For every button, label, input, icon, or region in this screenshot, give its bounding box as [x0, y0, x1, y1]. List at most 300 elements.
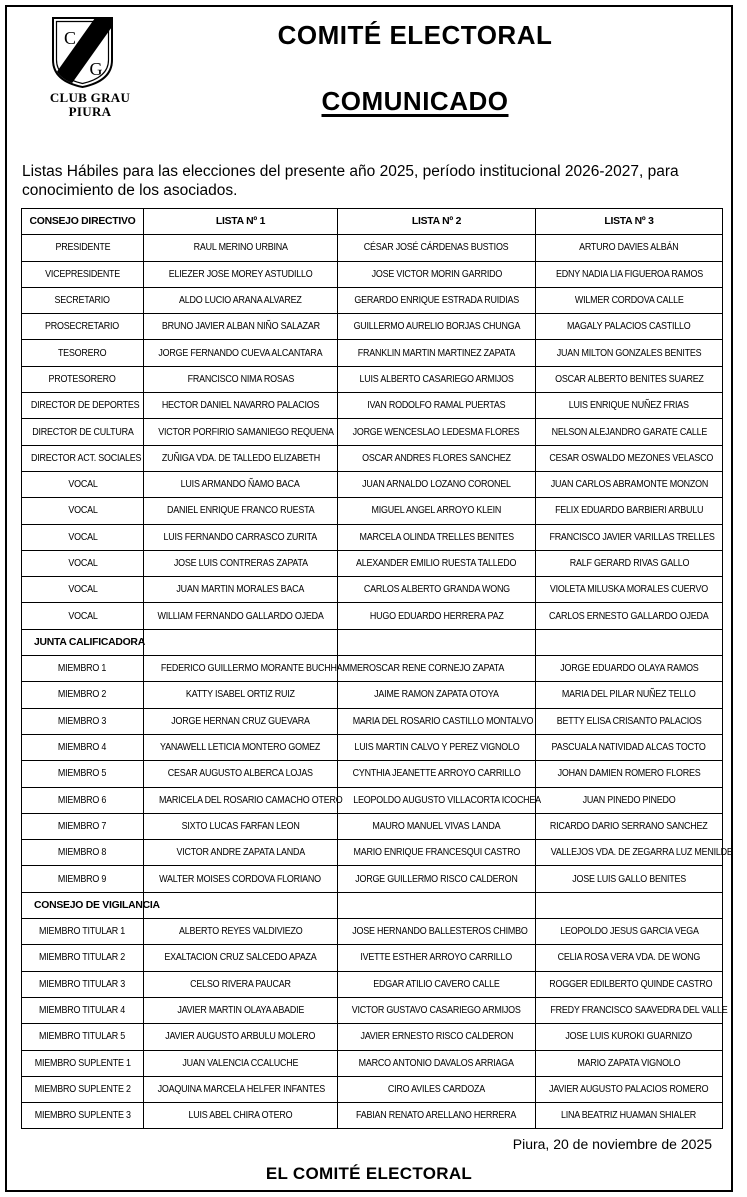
lista-3-cell — [536, 761, 723, 787]
lista-2-cell — [338, 471, 536, 497]
table-row — [22, 261, 723, 287]
role-cell-text: MIEMBRO SUPLENTE 2 — [34, 1083, 131, 1095]
table-header-row — [22, 209, 723, 235]
role-cell — [22, 787, 144, 813]
lista-1-cell-text: JORGE FERNANDO CUEVA ALCANTARA — [158, 347, 323, 359]
lista-1-cell-text: WALTER MOISES CORDOVA FLORIANO — [159, 873, 322, 885]
lista-1-cell — [144, 656, 369, 682]
lista-3-cell — [536, 261, 723, 287]
role-cell-text: PROTESORERO — [48, 373, 117, 385]
role-cell — [22, 314, 144, 340]
lista-3-cell — [536, 235, 723, 261]
lista-3-cell-text: VIOLETA MILUSKA MORALES CUERVO — [549, 584, 709, 596]
role-cell-text: VOCAL — [67, 531, 98, 543]
role-cell-text: MIEMBRO 4 — [58, 742, 107, 754]
empty-cell — [536, 629, 723, 655]
lista-2-cell — [338, 340, 536, 366]
lista-3-cell — [536, 971, 723, 997]
lista-2-cell — [338, 1076, 536, 1102]
lista-3-cell-text: LEOPOLDO JESUS GARCIA VEGA — [559, 926, 699, 938]
empty-cell — [144, 629, 338, 655]
lista-1-cell — [144, 603, 338, 629]
lista-2-cell-text: MARIA DEL ROSARIO CASTILLO MONTALVO — [352, 715, 534, 727]
lista-2-cell-text: ALEXANDER EMILIO RUESTA TALLEDO — [356, 558, 517, 569]
lista-2-cell-text: GERARDO ENRIQUE ESTRADA RUIDIAS — [354, 295, 519, 307]
empty-cell — [338, 629, 536, 655]
lista-3-cell-text: JUAN CARLOS ABRAMONTE MONZON — [550, 479, 708, 491]
role-cell — [22, 919, 144, 945]
lista-2-cell — [338, 866, 536, 892]
lista-3-cell — [536, 813, 723, 839]
lista-3-cell — [536, 393, 723, 419]
lista-2-cell — [338, 366, 536, 392]
lista-3-cell-text: BETTY ELISA CRISANTO PALACIOS — [556, 715, 702, 727]
table-row — [22, 997, 723, 1023]
lista-1-cell — [144, 393, 338, 419]
table-row — [22, 761, 723, 787]
lista-2-cell-text: IVETTE ESTHER ARROYO CARRILLO — [360, 952, 513, 964]
lista-1-cell-text: WILLIAM FERNANDO GALLARDO OJEDA — [157, 610, 324, 622]
role-cell — [22, 866, 144, 892]
empty-cell — [536, 892, 723, 918]
lista-3-cell — [536, 708, 723, 734]
lista-3-cell-text: MAGALY PALACIOS CASTILLO — [567, 321, 691, 333]
lista-1-cell — [144, 971, 338, 997]
role-cell — [22, 1103, 144, 1129]
table-row — [22, 1050, 723, 1076]
lista-2-cell-text: JUAN ARNALDO LOZANO CORONEL — [362, 479, 511, 491]
lista-3-cell — [536, 603, 723, 629]
lista-3-cell — [536, 997, 728, 1023]
lista-2-cell-text: JORGE GUILLERMO RISCO CALDERON — [355, 873, 518, 885]
lista-2-cell-text: JAIME RAMON ZAPATA OTOYA — [374, 689, 499, 701]
role-cell-text: DIRECTOR DE CULTURA — [31, 426, 134, 438]
table-row — [22, 419, 723, 445]
role-cell-text: SECRETARIO — [54, 295, 111, 307]
lista-1-cell-text: LUIS ABEL CHIRA OTERO — [188, 1110, 293, 1122]
role-cell — [22, 366, 144, 392]
lista-2-cell-text: JAVIER ERNESTO RISCO CALDERON — [360, 1031, 513, 1043]
lista-3-cell — [536, 1103, 723, 1129]
club-shield-icon — [51, 16, 114, 88]
section-row — [22, 892, 723, 918]
role-cell — [22, 393, 144, 419]
lista-3-cell-text: EDNY NADIA LIA FIGUEROA RAMOS — [555, 268, 703, 280]
lista-1-cell — [144, 445, 338, 471]
role-cell-text: MIEMBRO 9 — [58, 873, 107, 885]
lista-2-cell — [338, 1050, 536, 1076]
lista-3-cell-text: FELIX EDUARDO BARBIERI ARBULU — [554, 505, 704, 517]
page-title: COMITÉ ELECTORAL — [277, 20, 553, 50]
club-logo — [48, 14, 138, 130]
table-row — [22, 471, 723, 497]
lista-3-cell-text: CESAR OSWALDO MEZONES VELASCO — [549, 452, 714, 464]
lista-3-cell-text: VALLEJOS VDA. DE ZEGARRA LUZ MENILDE — [550, 847, 733, 859]
role-cell-text: TESORERO — [58, 347, 107, 359]
lista-1-cell-text: CESAR AUGUSTO ALBERCA LOJAS — [167, 768, 313, 780]
lista-1-cell-text: SIXTO LUCAS FARFAN LEON — [181, 820, 300, 832]
lista-2-cell — [338, 524, 536, 550]
role-cell-text: MIEMBRO TITULAR 4 — [39, 1005, 126, 1017]
role-cell-text: MIEMBRO 8 — [58, 847, 107, 859]
lista-1-cell-text: JUAN VALENCIA CCALUCHE — [182, 1057, 299, 1069]
table-row — [22, 813, 723, 839]
table-row — [22, 577, 723, 603]
role-cell — [22, 813, 144, 839]
lista-1-cell-text: VICTOR PORFIRIO SAMANIEGO REQUENA — [158, 426, 334, 438]
lista-3-cell — [536, 1024, 723, 1050]
role-cell-text: DIRECTOR ACT. SOCIALES — [30, 452, 142, 464]
role-cell-text: DIRECTOR DE DEPORTES — [30, 400, 140, 412]
logo-letter-g: G — [89, 59, 103, 79]
lista-1-cell — [144, 340, 338, 366]
lista-1-cell — [144, 787, 343, 813]
lista-1-cell — [144, 840, 338, 866]
lista-3-cell-text: JUAN PINEDO PINEDO — [582, 794, 676, 806]
lista-1-cell-text: JAVIER MARTIN OLAYA ABADIE — [177, 1005, 304, 1017]
lista-1-cell — [144, 813, 338, 839]
role-cell — [22, 1050, 144, 1076]
role-cell — [22, 682, 144, 708]
role-cell — [22, 1076, 144, 1102]
lista-1-cell-text: BRUNO JAVIER ALBAN NIÑO SALAZAR — [161, 321, 320, 333]
lista-3-cell — [536, 840, 733, 866]
lista-2-cell-text: LUIS MARTIN CALVO Y PEREZ VIGNOLO — [353, 742, 520, 754]
role-cell — [22, 340, 144, 366]
lista-1-cell — [144, 471, 338, 497]
role-cell-text: VOCAL — [67, 610, 98, 622]
lista-2-cell-text: JORGE WENCESLAO LEDESMA FLORES — [353, 426, 520, 438]
lista-2-cell-text: GUILLERMO AURELIO BORJAS CHUNGA — [353, 321, 520, 333]
lista-2-cell — [338, 419, 536, 445]
lista-1-cell — [144, 734, 338, 760]
lista-1-cell-text: CELSO RIVERA PAUCAR — [190, 978, 291, 990]
lista-1-cell-text: JUAN MARTIN MORALES BACA — [176, 584, 305, 596]
lista-3-cell — [536, 945, 723, 971]
lista-1-cell — [144, 866, 338, 892]
lista-1-cell — [144, 919, 338, 945]
lista-3-cell-text: PASCUALA NATIVIDAD ALCAS TOCTO — [551, 742, 707, 754]
lista-1-cell-text: YANAWELL LETICIA MONTERO GOMEZ — [160, 742, 321, 754]
lista-2-cell-text: CÉSAR JOSÉ CÁRDENAS BUSTIOS — [364, 242, 509, 254]
lista-3-cell — [536, 445, 723, 471]
lista-3-cell — [536, 419, 723, 445]
lista-1-cell-text: JOSE LUIS CONTRERAS ZAPATA — [173, 558, 308, 569]
lista-1-cell-text: EXALTACION CRUZ SALCEDO APAZA — [164, 952, 317, 964]
header-lista-2: LISTA Nº 2 — [338, 209, 536, 235]
lista-3-cell-text: JAVIER AUGUSTO PALACIOS ROMERO — [549, 1083, 709, 1095]
lista-1-cell-text: ZUÑIGA VDA. DE TALLEDO ELIZABETH — [161, 452, 320, 464]
table-row — [22, 656, 723, 682]
club-name-line2: PIURA — [68, 104, 112, 119]
lista-2-cell-text: JOSE VICTOR MORIN GARRIDO — [371, 268, 502, 280]
lista-1-cell — [144, 524, 338, 550]
page-subtitle: COMUNICADO — [321, 86, 509, 116]
lista-3-cell — [536, 340, 723, 366]
lista-2-cell — [338, 1103, 536, 1129]
role-cell — [22, 656, 144, 682]
role-cell-text: MIEMBRO SUPLENTE 3 — [34, 1110, 131, 1122]
table-row — [22, 498, 723, 524]
lista-2-cell-text: EDGAR ATILIO CAVERO CALLE — [373, 978, 500, 990]
role-cell — [22, 1024, 144, 1050]
lista-3-cell — [536, 577, 723, 603]
lista-3-cell-text: OSCAR ALBERTO BENITES SUAREZ — [554, 373, 704, 385]
lista-1-cell-text: JOAQUINA MARCELA HELFER INFANTES — [157, 1083, 326, 1095]
lista-1-cell-text: MARICELA DEL ROSARIO CAMACHO OTERO — [158, 794, 343, 806]
lista-2-cell — [338, 235, 536, 261]
table-row — [22, 340, 723, 366]
lista-3-cell-text: JOSE LUIS GALLO BENITES — [572, 873, 686, 885]
lista-2-cell — [338, 734, 536, 760]
lista-3-cell — [536, 550, 723, 576]
lista-1-cell — [144, 419, 338, 445]
lista-1-cell — [144, 498, 338, 524]
lista-2-cell-text: FABIAN RENATO ARELLANO HERRERA — [356, 1110, 517, 1122]
role-cell — [22, 445, 144, 471]
table-row — [22, 840, 723, 866]
lista-2-cell-text: FRANKLIN MARTIN MARTINEZ ZAPATA — [357, 347, 516, 359]
lista-2-cell — [338, 314, 536, 340]
lista-2-cell — [338, 919, 536, 945]
lista-3-cell — [536, 734, 723, 760]
lista-2-cell-text: MIGUEL ANGEL ARROYO KLEIN — [371, 505, 502, 517]
lista-1-cell-text: HECTOR DANIEL NAVARRO PALACIOS — [161, 400, 320, 412]
table-row — [22, 787, 723, 813]
lista-1-cell-text: FRANCISCO NIMA ROSAS — [187, 373, 294, 385]
logo-letter-c: C — [63, 28, 77, 48]
role-cell-text: PRESIDENTE — [55, 242, 110, 254]
table-row — [22, 1024, 723, 1050]
role-cell-text: MIEMBRO TITULAR 5 — [39, 1031, 126, 1043]
lista-2-cell-text: LEOPOLDO AUGUSTO VILLACORTA ICOCHEA — [353, 794, 541, 806]
lista-2-cell — [338, 761, 536, 787]
table-row — [22, 524, 723, 550]
lista-2-cell — [338, 287, 536, 313]
lista-3-cell — [536, 1076, 723, 1102]
lista-1-cell-text: VICTOR ANDRE ZAPATA LANDA — [176, 847, 305, 859]
lista-1-cell — [144, 682, 338, 708]
lista-3-cell-text: JOSE LUIS KUROKI GUARNIZO — [565, 1031, 693, 1043]
section-title: JUNTA CALIFICADORA — [22, 629, 144, 655]
role-cell-text: MIEMBRO 6 — [58, 794, 107, 806]
lista-3-cell — [536, 524, 723, 550]
club-name-line1: CLUB GRAU — [49, 90, 131, 105]
lista-1-cell — [144, 261, 338, 287]
role-cell — [22, 997, 144, 1023]
table-row — [22, 919, 723, 945]
role-cell-text: MIEMBRO TITULAR 3 — [39, 978, 126, 990]
lista-1-cell-text: LUIS ARMANDO ÑAMO BACA — [181, 479, 300, 491]
lista-1-cell — [144, 945, 338, 971]
candidate-lists-table — [21, 208, 733, 1129]
section-title: CONSEJO DE VIGILANCIA — [22, 892, 144, 918]
role-cell-text: MIEMBRO 3 — [58, 715, 107, 727]
lista-3-cell-text: ROGGER EDILBERTO QUINDE CASTRO — [549, 978, 713, 990]
lista-2-cell-text: IVAN RODOLFO RAMAL PUERTAS — [367, 400, 506, 412]
table-row — [22, 393, 723, 419]
lista-2-cell — [338, 971, 536, 997]
role-cell-text: MIEMBRO 5 — [58, 768, 107, 780]
lista-3-cell-text: WILMER CORDOVA CALLE — [574, 295, 684, 307]
table-row — [22, 682, 723, 708]
lista-2-cell — [338, 945, 536, 971]
lista-1-cell-text: LUIS FERNANDO CARRASCO ZURITA — [163, 531, 318, 543]
lista-1-cell — [144, 1024, 338, 1050]
table-row — [22, 287, 723, 313]
lista-2-cell-text: MAURO MANUEL VIVAS LANDA — [372, 820, 501, 832]
header-section: CONSEJO DIRECTIVO — [22, 209, 144, 235]
club-name — [48, 91, 132, 119]
lista-2-cell — [338, 1024, 536, 1050]
lista-1-cell-text: ALBERTO REYES VALDIVIEZO — [178, 926, 303, 938]
lista-3-cell-text: JUAN MILTON GONZALES BENITES — [556, 347, 702, 359]
role-cell-text: VOCAL — [67, 479, 98, 491]
role-cell — [22, 708, 144, 734]
lista-1-cell — [144, 761, 338, 787]
table-row — [22, 603, 723, 629]
lista-2-cell — [338, 445, 536, 471]
lista-3-cell — [536, 314, 723, 340]
lista-3-cell — [536, 471, 723, 497]
lista-1-cell-text: JORGE HERNAN CRUZ GUEVARA — [171, 715, 310, 727]
table-row — [22, 1103, 723, 1129]
role-cell — [22, 945, 144, 971]
table-row — [22, 1076, 723, 1102]
role-cell — [22, 498, 144, 524]
lista-3-cell-text: CARLOS ERNESTO GALLARDO OJEDA — [549, 610, 709, 622]
place-date: Piura, 20 de noviembre de 2025 — [512, 1136, 712, 1152]
lista-2-cell-text: MARCELA OLINDA TRELLES BENITES — [359, 531, 514, 543]
lista-2-cell — [338, 787, 541, 813]
lista-1-cell — [144, 550, 338, 576]
lista-2-cell-text: HUGO EDUARDO HERRERA PAZ — [369, 610, 504, 622]
empty-cell — [338, 892, 536, 918]
role-cell-text: MIEMBRO SUPLENTE 1 — [34, 1057, 131, 1069]
lista-1-cell-text: ALDO LUCIO ARANA ALVAREZ — [179, 295, 302, 307]
lista-3-cell-text: JORGE EDUARDO OLAYA RAMOS — [559, 663, 699, 675]
lista-3-cell-text: MARIA DEL PILAR NUÑEZ TELLO — [562, 689, 696, 701]
lista-3-cell-text: LUIS ENRIQUE NUÑEZ FRIAS — [569, 400, 689, 412]
lista-2-cell-text: LUIS ALBERTO CASARIEGO ARMIJOS — [359, 373, 514, 385]
lista-3-cell — [536, 866, 723, 892]
lista-3-cell-text: ARTURO DAVIES ALBÁN — [579, 242, 679, 254]
role-cell-text: MIEMBRO TITULAR 1 — [39, 926, 126, 938]
lista-2-cell — [338, 577, 536, 603]
lista-1-cell — [144, 1076, 338, 1102]
lista-2-cell-text: JOSE HERNANDO BALLESTEROS CHIMBO — [352, 926, 528, 938]
lista-3-cell — [536, 1050, 723, 1076]
role-cell — [22, 261, 144, 287]
role-cell-text: VOCAL — [67, 584, 98, 596]
lista-3-cell-text: JOHAN DAMIEN ROMERO FLORES — [557, 768, 701, 780]
role-cell — [22, 761, 144, 787]
lista-2-cell — [338, 261, 536, 287]
table-row — [22, 945, 723, 971]
lista-1-cell-text: JAVIER AUGUSTO ARBULU MOLERO — [165, 1031, 316, 1043]
role-cell — [22, 287, 144, 313]
table-row — [22, 866, 723, 892]
lista-2-cell — [338, 603, 536, 629]
lista-2-cell-text: VICTOR GUSTAVO CASARIEGO ARMIJOS — [352, 1005, 521, 1017]
lista-3-cell-text: RICARDO DARIO SERRANO SANCHEZ — [550, 820, 708, 832]
role-cell — [22, 235, 144, 261]
table-row — [22, 314, 723, 340]
table-body — [22, 235, 733, 1129]
role-cell — [22, 550, 144, 576]
table-row — [22, 366, 723, 392]
role-cell-text: VOCAL — [67, 505, 98, 517]
lista-2-cell-text: MARCO ANTONIO DAVALOS ARRIAGA — [358, 1057, 515, 1069]
lista-1-cell-text: DANIEL ENRIQUE FRANCO RUESTA — [166, 505, 315, 517]
lista-2-cell — [338, 498, 536, 524]
role-cell-text: MIEMBRO 7 — [58, 820, 107, 832]
role-cell — [22, 734, 144, 760]
header-lista-1: LISTA Nº 1 — [144, 209, 338, 235]
role-cell-text: VOCAL — [67, 558, 98, 569]
lista-3-cell-text: MARIO ZAPATA VIGNOLO — [577, 1057, 681, 1069]
lista-1-cell — [144, 997, 338, 1023]
role-cell-text: PROSECRETARIO — [45, 321, 120, 333]
table-row — [22, 445, 723, 471]
role-cell-text: VICEPRESIDENTE — [45, 268, 120, 280]
lista-3-cell-text: FRANCISCO JAVIER VARILLAS TRELLES — [549, 531, 715, 543]
lista-1-cell — [144, 314, 338, 340]
lista-3-cell — [536, 498, 723, 524]
table-row — [22, 235, 723, 261]
lista-2-cell — [338, 682, 536, 708]
role-cell — [22, 971, 144, 997]
lista-1-cell — [144, 235, 338, 261]
role-cell — [22, 603, 144, 629]
table-row — [22, 971, 723, 997]
header-lista-3: LISTA Nº 3 — [536, 209, 723, 235]
lista-2-cell-text: CARLOS ALBERTO GRANDA WONG — [363, 584, 510, 596]
lista-2-cell-text: OSCAR RENE CORNEJO ZAPATA — [368, 663, 505, 675]
lista-3-cell — [536, 919, 723, 945]
role-cell-text: MIEMBRO 1 — [58, 663, 107, 675]
lista-2-cell-text: OSCAR ANDRES FLORES SANCHEZ — [362, 452, 511, 464]
lista-2-cell — [338, 708, 536, 734]
lista-3-cell — [536, 787, 723, 813]
lista-1-cell — [144, 577, 338, 603]
role-cell — [22, 840, 144, 866]
lista-3-cell — [536, 366, 723, 392]
lista-2-cell — [338, 550, 536, 576]
lista-3-cell-text: CELIA ROSA VERA VDA. DE WONG — [557, 952, 701, 964]
role-cell-text: MIEMBRO TITULAR 2 — [39, 952, 126, 964]
section-row — [22, 629, 723, 655]
lista-2-cell-text: CYNTHIA JEANETTE ARROYO CARRILLO — [352, 768, 521, 780]
lista-2-cell-text: MARIO ENRIQUE FRANCESQUI CASTRO — [353, 847, 520, 859]
lista-1-cell-text: KATTY ISABEL ORTIZ RUIZ — [186, 689, 295, 701]
lista-1-cell-text: FEDERICO GUILLERMO MORANTE BUCHHAMMER — [160, 663, 369, 675]
table-row — [22, 550, 723, 576]
lista-1-cell — [144, 366, 338, 392]
table-row — [22, 734, 723, 760]
lista-3-cell-text: FREDY FRANCISCO SAAVEDRA DEL VALLE — [550, 1005, 728, 1017]
lista-2-cell — [338, 997, 536, 1023]
lista-1-cell-text: RAUL MERINO URBINA — [193, 242, 288, 254]
lista-2-cell-text: CIRO AVILES CARDOZA — [387, 1083, 486, 1095]
lista-1-cell — [144, 1050, 338, 1076]
lista-3-cell-text: NELSON ALEJANDRO GARATE CALLE — [551, 426, 707, 438]
role-cell — [22, 524, 144, 550]
intro-text: Listas Hábiles para las elecciones del presente año 2025, período institucional 2026-2027, para conocimiento de los asociados. — [22, 163, 679, 199]
role-cell — [22, 419, 144, 445]
lista-3-cell — [536, 656, 723, 682]
lista-1-cell-text: ELIEZER JOSE MOREY ASTUDILLO — [168, 268, 313, 280]
